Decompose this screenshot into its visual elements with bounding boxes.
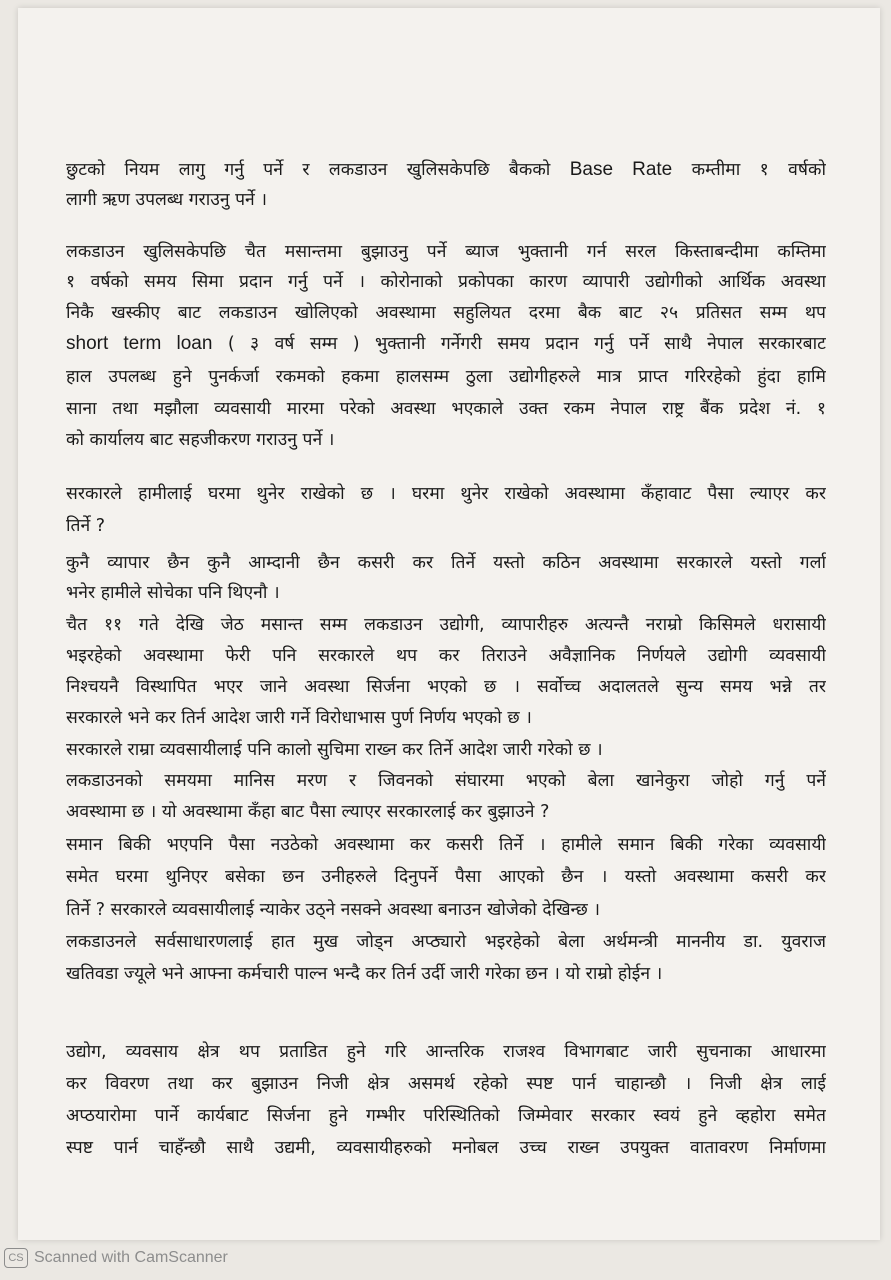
text-line: स्पष्ट पार्न चाहँन्छौ साथै उद्यमी, व्यवसायीहरुको मनोबल उच्च राख्न उपयुक्त वातावरण निर्माणमा bbox=[66, 1138, 826, 1158]
text-line: निकै खस्कीए बाट लकडाउन खोलिएको अवस्थामा सहुलियत दरमा बैक बाट २५ प्रतिसत सम्म थप bbox=[66, 303, 826, 323]
text-line: साना तथा मझौला व्यवसायी मारमा परेको अवस्था भएकाले उक्त रकम नेपाल राष्ट्र बैंक प्रदेश नं. १ bbox=[66, 399, 826, 419]
text-line: खतिवडा ज्यूले भने आफ्ना कर्मचारी पाल्न भन्दै कर तिर्न उर्दी जारी गरेका छन । यो राम्रो होईन । bbox=[66, 964, 663, 984]
watermark-text: Scanned with CamScanner bbox=[34, 1249, 228, 1266]
text-line: सरकारले हामीलाई घरमा थुनेर राखेको छ । घरमा थुनेर राखेको अवस्थामा कँहावाट पैसा ल्याएर कर bbox=[66, 484, 826, 504]
text-line: १ वर्षको समय सिमा प्रदान गर्नु पर्ने । कोरोनाको प्रकोपका कारण व्यापारी उद्योगीको आर्थिक अवस्था bbox=[66, 272, 826, 292]
text-line: कर विवरण तथा कर बुझाउन निजी क्षेत्र असमर्थ रहेको स्पष्ट पार्न चाहान्छौ । निजी क्षेत्र लाई bbox=[66, 1074, 826, 1094]
text-line: लागी ऋण उपलब्ध गराउनु पर्ने । bbox=[66, 190, 267, 210]
text-line: सरकारले भने कर तिर्न आदेश जारी गर्ने विरोधाभास पुर्ण निर्णय भएको छ । bbox=[66, 708, 532, 728]
text-line: भनेर हामीले सोचेका पनि थिएनौ । bbox=[66, 583, 280, 603]
text-line: अप्ठयारोमा पार्ने कार्यबाट सिर्जना हुने गम्भीर परिस्थितिको जिम्मेवार सरकार स्वयं हुने व्हहोरा समेत bbox=[66, 1106, 826, 1126]
text-line: को कार्यालय बाट सहजीकरण गराउनु पर्ने । bbox=[66, 430, 335, 450]
text-line: लकडाउन खुलिसकेपछि चैत मसान्तमा बुझाउनु पर्ने ब्याज भुक्तानी गर्न सरल किस्ताबन्दीमा कम्तिमा bbox=[66, 242, 826, 262]
text-line: अवस्थामा छ । यो अवस्थामा कँहा बाट पैसा ल्याएर सरकारलाई कर बुझाउने ? bbox=[66, 802, 550, 822]
text-line: समान बिकी भएपनि पैसा नउठेको अवस्थामा कर कसरी तिर्ने । हामीले समान बिकी गरेका व्यवसायी bbox=[66, 835, 826, 855]
text-line: भइरहेको अवस्थामा फेरी पनि सरकारले थप कर तिराउने अवैज्ञानिक निर्णयले उद्योगी व्यवसायी bbox=[66, 646, 826, 666]
text-line: उद्योग, व्यवसाय क्षेत्र थप प्रताडित हुने गरि आन्तरिक राजश्व विभागबाट जारी सुचनाका आधारमा bbox=[66, 1042, 826, 1062]
text-line: कुनै व्यापार छैन कुनै आम्दानी छैन कसरी कर तिर्ने यस्तो कठिन अवस्थामा सरकारले यस्तो गर्ला bbox=[66, 553, 826, 573]
text-line: तिर्ने ? bbox=[66, 516, 106, 536]
text-line: छुटको नियम लागु गर्नु पर्ने र लकडाउन खुलिसकेपछि बैकको Base Rate कम्तीमा १ वर्षको bbox=[66, 159, 826, 180]
text-line: चैत ११ गते देखि जेठ मसान्त सम्म लकडाउन उद्योगी, व्यापारीहरु अत्यन्तै नराम्रो किसिमले धरासायी bbox=[66, 615, 826, 635]
text-line: हाल उपलब्ध हुने पुनर्कर्जा रकमको हकमा हालसम्म ठुला उद्योगीहरुले मात्र प्राप्त गरिरहेको हुंदा हामि bbox=[66, 367, 826, 387]
text-line: लकडाउनको समयमा मानिस मरण र जिवनको संघारमा भएको बेला खानेकुरा जोहो गर्नु पर्ने bbox=[66, 771, 826, 791]
text-line: तिर्ने ? सरकारले व्यवसायीलाई न्याकेर उठ्ने नसक्ने अवस्था बनाउन खोजेको देखिन्छ । bbox=[66, 900, 600, 920]
text-line: निश्चयनै विस्थापित भएर जाने अवस्था सिर्जना भएको छ । सर्वोच्च अदालतले सुन्य समय भन्ने तर bbox=[66, 677, 826, 697]
scanner-watermark bbox=[4, 1248, 228, 1268]
text-line: समेत घरमा थुनिएर बसेका छन उनीहरुले दिनुपर्ने पैसा आएको छैन । यस्तो अवस्थामा कसरी कर bbox=[66, 867, 826, 887]
document-page bbox=[18, 8, 880, 1240]
camscanner-logo-icon: CS bbox=[4, 1248, 28, 1268]
text-line: सरकारले राम्रा व्यवसायीलाई पनि कालो सुचिमा राख्न कर तिर्ने आदेश जारी गरेको छ । bbox=[66, 740, 603, 760]
text-line: short term loan ( ३ वर्ष सम्म ) भुक्तानी गर्नेगरी समय प्रदान गर्नु पर्ने साथै नेपाल सरकारबाट bbox=[66, 333, 826, 354]
text-line: लकडाउनले सर्वसाधारणलाई हात मुख जोड्न अप्ठ्यारो भइरहेको बेला अर्थमन्त्री माननीय डा. युवराज bbox=[66, 932, 826, 952]
